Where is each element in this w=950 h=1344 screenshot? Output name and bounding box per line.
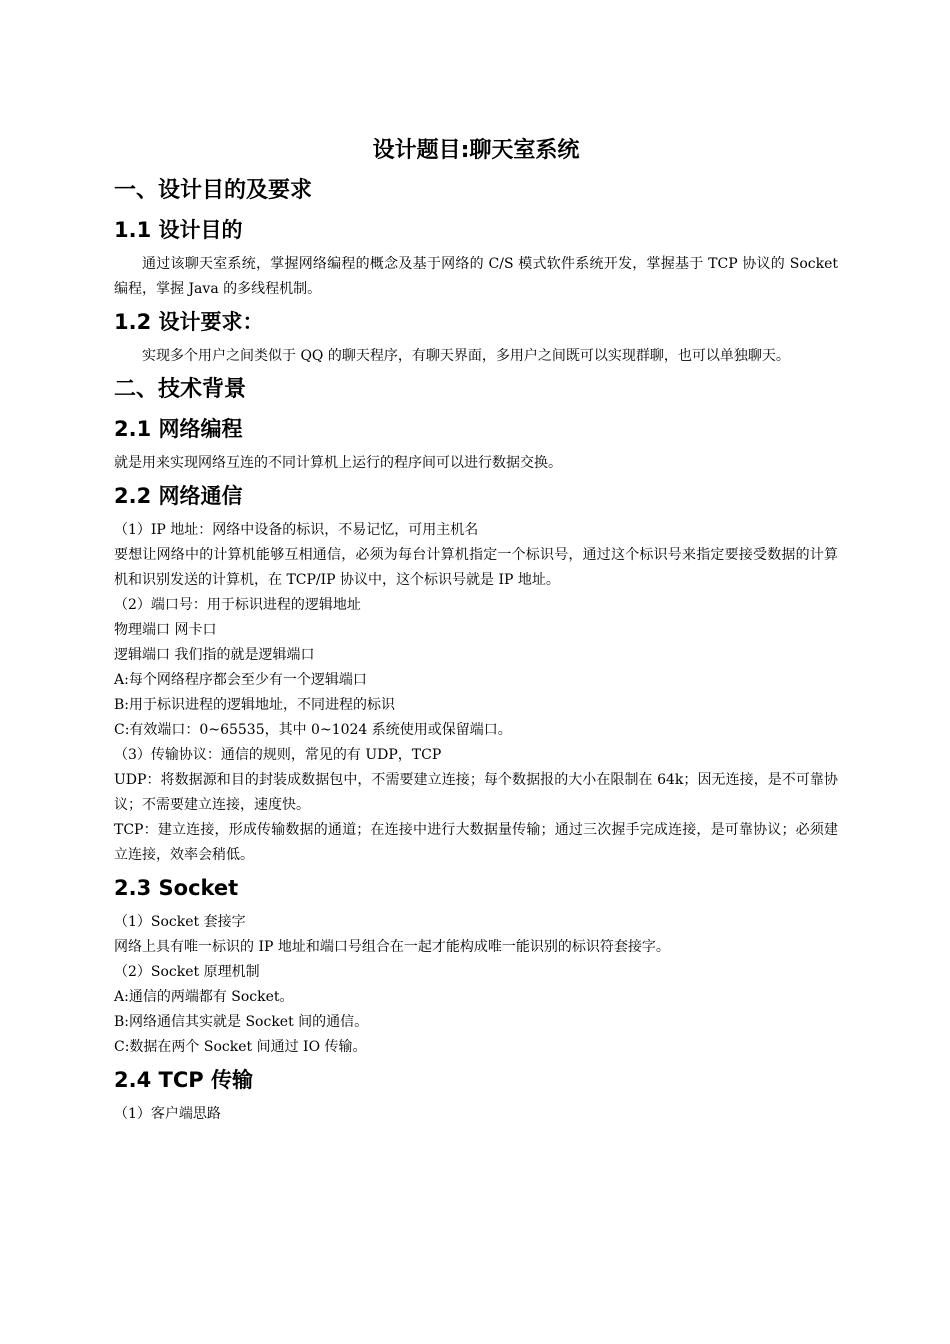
list-item: 逻辑端口 我们指的就是逻辑端口 bbox=[114, 647, 315, 663]
list-item: C:数据在两个 Socket 间通过 IO 传输。 bbox=[114, 1039, 367, 1055]
list-item: （1）IP 地址：网络中设备的标识，不易记忆，可用主机名 bbox=[114, 522, 479, 538]
list-item: C:有效端口：0~65535，其中 0~1024 系统使用或保留端口。 bbox=[114, 722, 512, 738]
list-item: （3）传输协议：通信的规则，常见的有 UDP，TCP bbox=[114, 747, 442, 763]
section-heading-design-purpose: 1.1 设计目的 bbox=[114, 218, 243, 242]
list-item: A:通信的两端都有 Socket。 bbox=[114, 989, 294, 1005]
document-title: 设计题目:聊天室系统 bbox=[372, 138, 580, 163]
list-item: 要想让网络中的计算机能够互相通信，必须为每台计算机指定一个标识号，通过这个标识号来指定要接受数据的计算机和识别发送的计算机，在 TCP/IP 协议中，这个标识号就是 IP 地址。 bbox=[114, 547, 838, 588]
section-heading-network-communication: 2.2 网络通信 bbox=[114, 484, 243, 508]
list-item: 物理端口 网卡口 bbox=[114, 622, 217, 638]
design-requirements-paragraph: 实现多个用户之间类似于 QQ 的聊天程序，有聊天界面，多用户之间既可以实现群聊，也可以单独聊天。 bbox=[142, 348, 790, 364]
list-item: UDP：将数据源和目的封装成数据包中，不需要建立连接；每个数据报的大小在限制在 64k；因无连接，是不可靠协议；不需要建立连接，速度快。 bbox=[114, 772, 838, 813]
list-item: （2）端口号：用于标识进程的逻辑地址 bbox=[114, 597, 361, 613]
design-purpose-paragraph: 通过该聊天室系统，掌握网络编程的概念及基于网络的 C/S 模式软件系统开发，掌握基于 TCP 协议的 Socket 编程，掌握 Java 的多线程机制。 bbox=[114, 256, 838, 297]
list-item: （1）客户端思路 bbox=[114, 1106, 221, 1122]
document-page bbox=[114, 130, 838, 1127]
section-heading-tcp-transfer: 2.4 TCP 传输 bbox=[114, 1068, 253, 1092]
list-item: 网络上具有唯一标识的 IP 地址和端口号组合在一起才能构成唯一能识别的标识符套接字。 bbox=[114, 939, 670, 955]
list-item: B:网络通信其实就是 Socket 间的通信。 bbox=[114, 1014, 369, 1030]
list-item: （1）Socket 套接字 bbox=[114, 914, 246, 930]
list-item: A:每个网络程序都会至少有一个逻辑端口 bbox=[114, 672, 367, 688]
network-programming-paragraph: 就是用来实现网络互连的不同计算机上运行的程序间可以进行数据交换。 bbox=[114, 455, 562, 471]
list-item: （2）Socket 原理机制 bbox=[114, 964, 260, 980]
section-heading-tech-background: 二、技术背景 bbox=[114, 377, 247, 402]
list-item: TCP：建立连接，形成传输数据的通道；在连接中进行大数据量传输；通过三次握手完成连接，是可靠协议；必须建立连接，效率会稍低。 bbox=[114, 822, 838, 863]
section-heading-network-programming: 2.1 网络编程 bbox=[114, 417, 243, 441]
section-heading-socket: 2.3 Socket bbox=[114, 876, 239, 900]
section-heading-purpose-requirements: 一、设计目的及要求 bbox=[114, 178, 313, 203]
section-heading-design-requirements: 1.2 设计要求： bbox=[114, 310, 264, 334]
list-item: B:用于标识进程的逻辑地址，不同进程的标识 bbox=[114, 697, 396, 713]
